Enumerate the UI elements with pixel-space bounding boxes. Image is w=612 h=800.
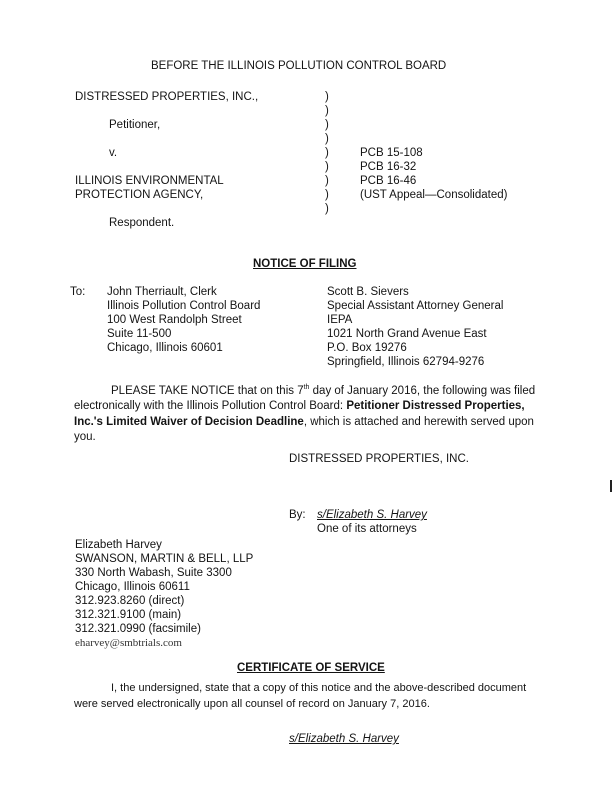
address-line: 1021 North Grand Avenue East [327,328,487,340]
address-line: P.O. Box 19276 [327,342,407,354]
caption-paren: ) [325,91,329,103]
address-line: 100 West Randolph Street [107,314,242,326]
petitioner-name: DISTRESSED PROPERTIES, INC., [75,91,259,103]
caption-paren: ) [325,105,329,117]
case-number: PCB 16-46 [360,175,417,187]
notice-body-paragraph [74,380,544,446]
attorney-email: eharvey@smbtrials.com [75,637,182,649]
caption-paren: ) [325,147,329,159]
caption-paren: ) [325,161,329,173]
caption-paren: ) [325,203,329,215]
address-line: Suite 11-500 [107,328,172,340]
notice-body-text: , which is attached and herewith served upon you. [74,415,534,444]
versus-label: v. [109,147,118,159]
attorney-line: Chicago, Illinois 60611 [75,581,190,593]
address-line: John Therriault, Clerk [107,286,217,298]
recipient-iepa-address [327,287,503,371]
document-title: BEFORE THE ILLINOIS POLLUTION CONTROL BOARD [151,60,447,72]
address-line: Special Assistant Attorney General [327,300,504,312]
case-numbers [360,148,507,204]
case-consolidation-note: (UST Appeal—Consolidated) [360,189,508,201]
petitioner-role: Petitioner, [109,119,161,131]
attorney-line: 312.321.0990 (facsimile) [75,623,201,635]
notice-body-text: day of January 2016, the following was filed electronically with the Illinois Pollution Control Board: [74,384,536,413]
attorney-line: 330 North Wabash, Suite 3300 [75,567,232,579]
notice-heading: NOTICE OF FILING [253,258,357,270]
case-number: PCB 15-108 [360,147,423,159]
attorney-line: SWANSON, MARTIN & BELL, LLP [75,553,254,565]
attorney-line: Elizabeth Harvey [75,539,162,551]
respondent-name-line2: PROTECTION AGENCY, [75,189,204,201]
address-line: Scott B. Sievers [327,286,409,298]
caption-parenthesis-column [325,92,329,218]
certificate-signature: s/Elizabeth S. Harvey [289,733,399,745]
party-name: DISTRESSED PROPERTIES, INC. [289,453,469,465]
address-line: Illinois Pollution Control Board [107,300,261,312]
address-line: IEPA [327,314,353,326]
recipient-clerk-address [107,287,260,357]
filed-document-title: Petitioner Distressed Properties, Inc.'s Limited Waiver of Decision Deadline [74,400,525,428]
by-label: By: [289,509,306,521]
notice-body-text: PLEASE TAKE NOTICE that on this 7 [111,384,304,397]
respondent-name-line1: ILLINOIS ENVIRONMENTAL [75,175,224,187]
caption-paren: ) [325,119,329,131]
ordinal-suffix: th [303,384,310,391]
certificate-body: I, the undersigned, state that a copy of this notice and the above-described document were served electronically upon all counsel of record on January 7, 2016. [74,682,527,710]
respondent-role: Respondent. [109,217,175,229]
to-label: To: [70,286,86,298]
signature-line: s/Elizabeth S. Harvey [317,509,427,521]
case-number: PCB 16-32 [360,161,417,173]
signature-caption: One of its attorneys [317,523,417,535]
caption-paren: ) [325,133,329,145]
attorney-contact-block [75,540,253,652]
caption-paren: ) [325,189,329,201]
address-line: Springfield, Illinois 62794-9276 [327,356,485,368]
caption-paren: ) [325,175,329,187]
address-line: Chicago, Illinois 60601 [107,342,223,354]
attorney-line: 312.923.8260 (direct) [75,595,185,607]
attorney-line: 312.321.9100 (main) [75,609,182,621]
certificate-heading: CERTIFICATE OF SERVICE [237,662,385,674]
